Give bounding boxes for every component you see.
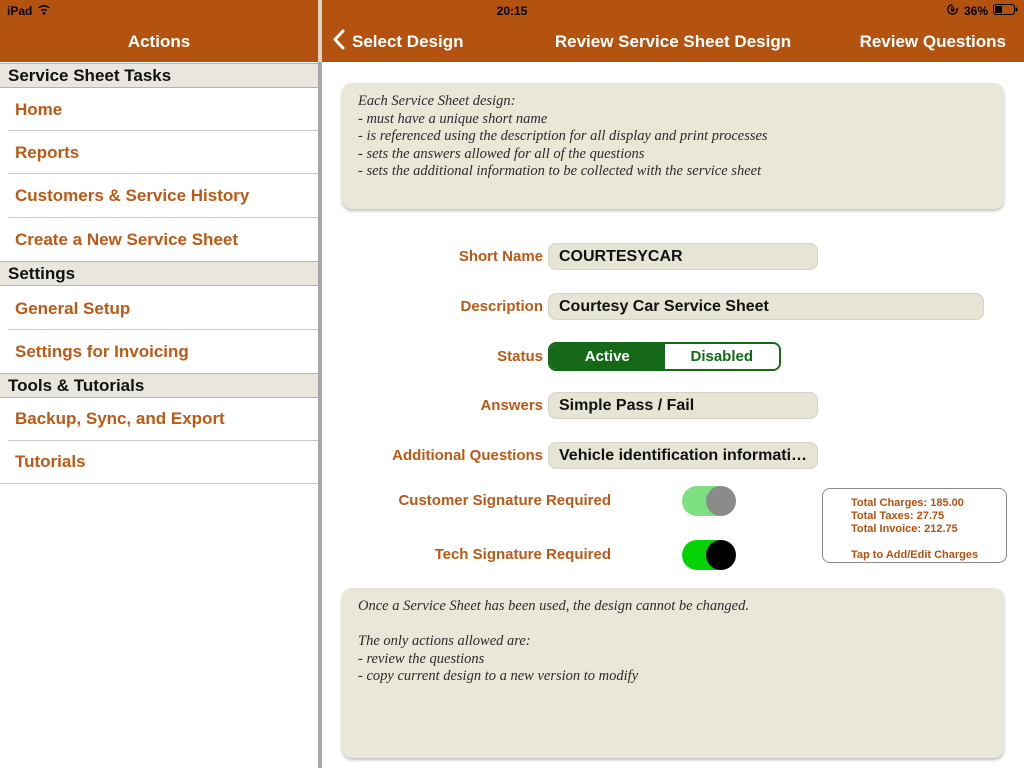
customer-signature-label: Customer Signature Required [398, 492, 611, 509]
back-button[interactable] [332, 29, 464, 55]
status-option-active[interactable]: Active [550, 344, 665, 369]
info-line: Each Service Sheet design: [358, 93, 516, 109]
info-line: Once a Service Sheet has been used, the design cannot be changed. [358, 598, 749, 614]
info-line: - sets the answers allowed for all of the questions [358, 145, 645, 162]
toggle-knob [706, 486, 736, 516]
sidebar-item-customers-service-history[interactable]: Customers & Service History [15, 186, 250, 205]
page-title: Review Service Sheet Design [554, 32, 792, 51]
sidebar-title: Actions [127, 32, 191, 51]
info-box-top [342, 83, 1004, 209]
info-line: - must have a unique short name [358, 110, 548, 127]
device-label: iPad [7, 4, 33, 18]
status-segmented-control [548, 342, 781, 371]
info-line: The only actions allowed are: [358, 633, 531, 649]
customer-signature-toggle[interactable] [682, 486, 734, 516]
sidebar-section-settings: Settings [0, 261, 318, 286]
charges-action-label: Tap to Add/Edit Charges [851, 549, 979, 561]
info-line: - is referenced using the description for all display and print processes [358, 128, 768, 144]
tech-signature-label: Tech Signature Required [434, 546, 611, 563]
charges-line: Total Taxes: 27.75 [851, 510, 945, 522]
spacer [851, 536, 1000, 549]
panel-divider [318, 0, 322, 62]
charges-box[interactable] [822, 488, 1007, 563]
charges-line: Total Invoice: 212.75 [851, 523, 958, 535]
status-label: Status [497, 348, 543, 365]
orientation-lock-icon [946, 3, 959, 19]
info-line [358, 616, 988, 634]
sidebar-item-tutorials[interactable]: Tutorials [15, 452, 86, 471]
sidebar-section-tools-tutorials: Tools & Tutorials [0, 373, 318, 398]
battery-percent: 36% [963, 4, 988, 18]
additional-questions-label: Additional Questions [392, 447, 543, 464]
status-option-disabled[interactable]: Disabled [665, 344, 780, 369]
charges-line: Total Charges: 185.00 [851, 497, 964, 509]
toggle-knob [706, 540, 736, 570]
sidebar-item-home[interactable]: Home [15, 100, 63, 119]
short-name-label: Short Name [458, 248, 543, 265]
description-field[interactable]: Courtesy Car Service Sheet [548, 293, 984, 320]
back-chevron-icon [332, 29, 345, 55]
sidebar-item-general-setup[interactable]: General Setup [15, 299, 131, 318]
description-label: Description [460, 298, 543, 315]
info-box-bottom [342, 588, 1004, 758]
sidebar-section-service-sheet-tasks: Service Sheet Tasks [0, 63, 318, 88]
nav-bar [322, 22, 1024, 62]
sidebar-header [0, 22, 318, 62]
review-questions-button[interactable]: Review Questions [859, 32, 1006, 51]
separator [0, 483, 318, 484]
sidebar-item-create-service-sheet[interactable]: Create a New Service Sheet [15, 230, 239, 249]
short-name-field[interactable]: COURTESYCAR [548, 243, 818, 270]
back-label: Select Design [352, 32, 464, 51]
status-bar [0, 0, 1024, 22]
answers-label: Answers [480, 397, 543, 414]
answers-field[interactable]: Simple Pass / Fail [548, 392, 818, 419]
additional-questions-field[interactable]: Vehicle identification informati… [548, 442, 818, 469]
info-line: - copy current design to a new version to modify [358, 668, 639, 684]
info-line: - review the questions [358, 650, 485, 667]
sidebar-item-reports[interactable]: Reports [15, 143, 80, 162]
battery-icon [993, 4, 1018, 18]
info-line: - sets the additional information to be collected with the service sheet [358, 163, 762, 179]
tech-signature-toggle[interactable] [682, 540, 734, 570]
panel-divider [318, 62, 322, 768]
sidebar-item-settings-invoicing[interactable]: Settings for Invoicing [15, 342, 189, 361]
status-time: 20:15 [496, 4, 528, 18]
sidebar-item-backup-sync-export[interactable]: Backup, Sync, and Export [15, 409, 225, 428]
